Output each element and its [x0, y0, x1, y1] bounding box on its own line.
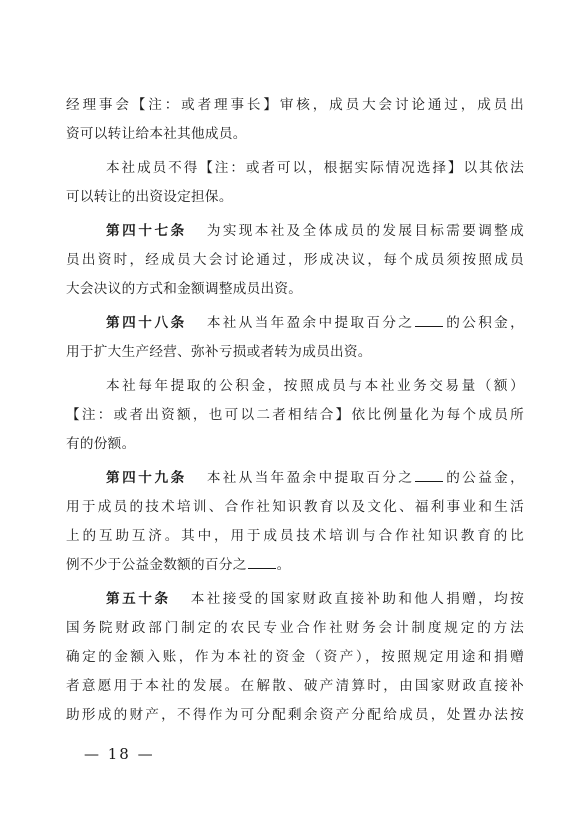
page-number: — 18 — — [84, 745, 155, 763]
article-50-first-line — [66, 585, 524, 614]
article-47-first-line — [66, 217, 524, 246]
text-line: 国务院财政部门制定的农民专业合作社财务会计制度规定的方法 — [66, 620, 524, 636]
body-text — [66, 91, 524, 730]
text-line: 可以转让的出资设定担保。 — [66, 189, 233, 205]
text-line: 员出资时，经成员大会讨论通过，形成决议，每个成员须按照成员 — [66, 252, 524, 268]
article-heading: 第四十八条 — [106, 315, 187, 331]
text-line: 大会决议的方式和金额调整成员出资。 — [66, 281, 303, 297]
text-span: 的公积金， — [444, 315, 525, 331]
text-line: 确定的金额入账，作为本社的资金（资产），按照规定用途和捐赠 — [66, 649, 524, 665]
article-heading: 第五十条 — [106, 591, 171, 607]
text-span: 为实现本社及全体成员的发展目标需要调整成 — [206, 223, 525, 239]
text-span: 。 — [276, 557, 291, 573]
text-line: 者意愿用于本社的发展。在解散、破产清算时，由国家财政直接补 — [66, 678, 524, 694]
fill-in-blank — [415, 467, 443, 482]
text-line: 经理事会【注：或者理事长】审核，成员大会讨论通过，成员出 — [66, 97, 524, 113]
text-line: 资可以转让给本社其他成员。 — [66, 126, 247, 142]
text-line: 用于扩大生产经营、弥补亏损或者转为成员出资。 — [66, 344, 372, 360]
text-line: 助形成的财产，不得作为可分配剩余资产分配给成员，处置办法按 — [66, 707, 524, 723]
article-48-first-line — [66, 309, 524, 338]
text-line: 上的互助互济。其中，用于成员技术培训与合作社知识教育的比 — [66, 528, 524, 544]
text-span: 本社从当年盈余中提取百分之 — [206, 470, 415, 486]
text-line: 本社每年提取的公积金，按照成员与本社业务交易量（额） — [106, 378, 524, 394]
fill-in-blank — [248, 554, 276, 569]
text-line: 用于成员的技术培训、合作社知识教育以及文化、福利事业和生活 — [66, 499, 524, 515]
text-span: 的公益金， — [444, 470, 525, 486]
text-line: 有的份额。 — [66, 436, 136, 452]
article-heading: 第四十七条 — [106, 223, 187, 239]
fill-in-blank — [415, 312, 443, 327]
article-49-first-line — [66, 464, 524, 493]
text-span: 本社从当年盈余中提取百分之 — [206, 315, 415, 331]
text-span: 例不少于公益金数额的百分之 — [66, 557, 247, 573]
article-heading: 第四十九条 — [106, 470, 187, 486]
text-line: 【注：或者出资额，也可以二者相结合】依比例量化为每个成员所 — [66, 407, 524, 423]
text-line: 本社成员不得【注：或者可以，根据实际情况选择】以其依法 — [106, 160, 524, 176]
text-span: 本社接受的国家财政直接补助和他人捐赠，均按 — [190, 591, 524, 607]
article-49-last-line — [66, 551, 524, 580]
